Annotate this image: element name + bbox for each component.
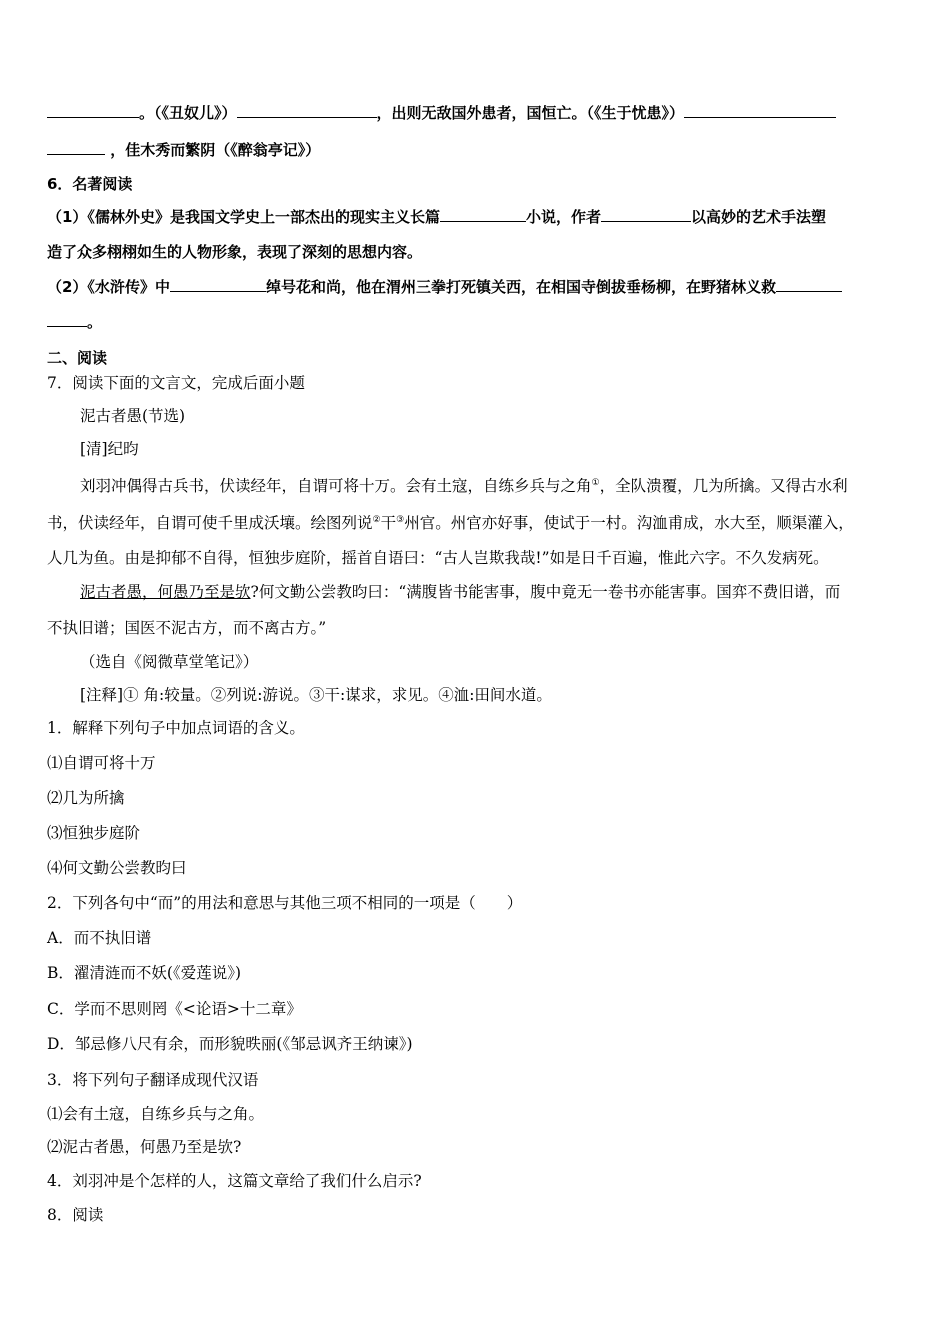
passage-line xyxy=(47,510,854,533)
text: ，出则无敌国外患者，国恒亡。（《生于忧患》） xyxy=(376,104,685,122)
question-item: ⑴自谓可将十万 xyxy=(47,754,156,772)
blank[interactable] xyxy=(47,312,87,327)
blank[interactable] xyxy=(601,207,691,222)
text: （1）《儒林外史》是我国文学史上一部杰出的现实主义长篇 xyxy=(47,208,440,226)
passage-title: 泥古者愚(节选) xyxy=(80,407,186,425)
text: 绰号花和尚，他在渭州三拳打死镇关西，在相国寺倒拔垂杨柳，在野猪林义救 xyxy=(265,278,776,296)
passage-line: 不执旧谱；国医不泥古方，而不离古方。” xyxy=(47,619,327,637)
question-item: ⑴会有土寇，自练乡兵与之角。 xyxy=(47,1105,265,1123)
blank[interactable] xyxy=(47,140,105,155)
question-item: ⑷何文勤公尝教昀曰 xyxy=(47,859,187,877)
question: 1．解释下列句子中加点词语的含义。 xyxy=(47,719,305,737)
text: （2）《水浒传》中 xyxy=(47,278,170,296)
question-item: ⑶恒独步庭阶 xyxy=(47,824,141,842)
text: 书，伏读经年，自谓可使千里成沃壤。绘图列说 xyxy=(47,514,373,533)
text: ?何文勤公尝教昀曰：“满腹皆书能害事，腹中竟无一卷书亦能害事。国弈不费旧谱，而 xyxy=(250,583,841,601)
passage-author: [清]纪昀 xyxy=(80,440,139,458)
blank[interactable] xyxy=(170,277,266,292)
blank[interactable] xyxy=(237,103,377,118)
blank[interactable] xyxy=(684,103,836,118)
q6-title: 6．名著阅读 xyxy=(47,175,133,193)
passage-source: （选自《阅微草堂笔记》） xyxy=(80,653,259,671)
q7-title: 7．阅读下面的文言文，完成后面小题 xyxy=(47,374,305,392)
option-d: D．邹忌修八尺有余，而形貌昳丽(《邹忌讽齐王纳谏》) xyxy=(47,1035,413,1053)
q6-p2-cont xyxy=(47,312,102,332)
option-a: A．而不执旧谱 xyxy=(47,929,152,947)
question: 2．下列各句中“而”的用法和意思与其他三项不相同的一项是（ ） xyxy=(47,894,523,912)
blank[interactable] xyxy=(440,207,526,222)
q6-p2 xyxy=(47,277,842,297)
text: ，全队溃覆，几为所擒。又得古水利 xyxy=(599,477,848,496)
fill-line-1 xyxy=(47,103,836,123)
question: 4．刘羽冲是个怎样的人，这篇文章给了我们什么启示? xyxy=(47,1172,422,1190)
text: 州官。州官亦好事，使试于一村。沟洫甫成，水大至，顺渠灌入， xyxy=(404,514,854,533)
passage-line xyxy=(80,582,840,602)
passage-line xyxy=(80,473,905,496)
section-heading: 二、阅读 xyxy=(47,349,108,367)
question-item: ⑵泥古者愚，何愚乃至是欤? xyxy=(47,1138,242,1156)
text: 以高妙的艺术手法塑 xyxy=(690,208,826,226)
question: 8．阅读 xyxy=(47,1206,104,1224)
question-item: ⑵几为所擒 xyxy=(47,789,125,807)
footnote-ref: ② xyxy=(372,515,381,525)
text: ，佳木秀而繁阴（《醉翁亭记》） xyxy=(110,141,321,159)
footnote-ref: ③ xyxy=(396,515,405,525)
option-b: B．濯清涟而不妖(《爱莲说》) xyxy=(47,964,241,982)
blank[interactable] xyxy=(776,277,842,292)
text: 小说，作者 xyxy=(525,208,601,226)
q6-p1-cont: 造了众多栩栩如生的人物形象，表现了深刻的思想内容。 xyxy=(47,243,423,261)
text: 。 xyxy=(87,313,103,331)
underlined-sentence: 泥古者愚，何愚乃至是欤 xyxy=(80,583,251,601)
passage-notes: [注释]① 角:较量。②列说:游说。③干:谋求，求见。④洫:田间水道。 xyxy=(80,686,552,704)
fill-line-2 xyxy=(47,140,320,160)
footnote-ref: ① xyxy=(591,478,600,488)
text: 。（《丑奴儿》） xyxy=(139,104,237,122)
q6-p1 xyxy=(47,207,826,227)
option-c: C．学而不思则罔《<论语>十二章》 xyxy=(47,1000,302,1018)
question: 3．将下列句子翻译成现代汉语 xyxy=(47,1071,259,1089)
passage-line: 人几为鱼。由是抑郁不自得，恒独步庭阶，摇首自语曰：“古人岂欺我哉!”如是日千百遍，惟此六字。不久发病死。 xyxy=(47,549,829,567)
text: 干 xyxy=(380,514,397,533)
text: 刘羽冲偶得古兵书，伏读经年，自谓可将十万。会有土寇，自练乡兵与之角 xyxy=(80,477,592,496)
blank[interactable] xyxy=(47,103,139,118)
